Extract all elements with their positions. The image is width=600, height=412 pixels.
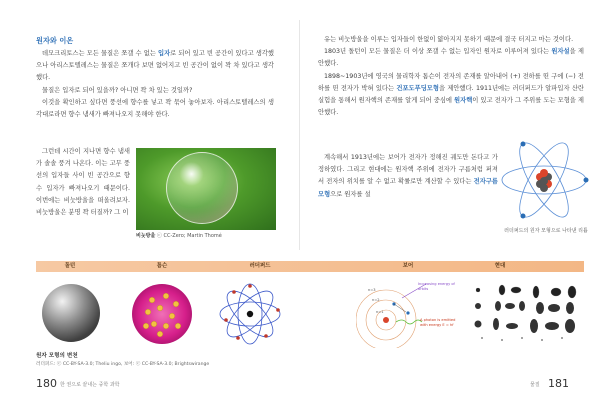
rutherford-model <box>216 280 284 348</box>
body-paragraph: 계속해서 1913년에는 보어가 전자가 정해진 궤도만 돈다고 가정하였다. 그리고 현대에는 원자핵 주위에 전자가 구름처럼 퍼져서 전자의 위치를 알 수 없고 확률로만 계산할 수 있다는 전자구름 모형으로 원자를 설 <box>318 154 498 198</box>
highlighted-term: 원자설 <box>551 48 570 56</box>
right-body-column <box>318 152 498 201</box>
rutherford-lithium-diagram <box>496 132 592 228</box>
body-paragraph: 1803년 돌턴이 모든 물질은 더 이상 쪼갤 수 없는 입자인 원자로 이루어져 있다는 원자설을 제안했다. <box>318 48 584 68</box>
body-paragraph: 유는 비눗방울을 이루는 입자들이 한없이 얇아지지 못하기 때문에 결국 터지고 마는 것이다. <box>324 36 574 43</box>
photo-caption-label: 비눗방울 <box>136 233 156 239</box>
photo-caption-credit: ⓒ CC-Zero; Martin Thomé <box>156 233 222 239</box>
section-title: 원자와 이온 <box>36 36 74 45</box>
timeline-label-rutherford: 러더퍼드 <box>249 263 271 269</box>
highlighted-term: 전자구름 모형 <box>318 178 498 198</box>
footer-chapter: 물질 <box>530 382 540 388</box>
highlighted-term: 입자 <box>158 50 171 57</box>
left-body-column <box>36 146 130 219</box>
bohr-level-label: n=3 <box>368 288 376 292</box>
body-paragraph: 1898~1903년에 영국의 물리학자 톰슨이 전자의 존재를 알아내어 (+) 전하를 띤 구에 (−) 전하를 띤 전자가 박혀 있다는 건포도푸딩모형을 제안했다. 1911년에는 러더퍼드가 알파입자 산란실험을 통해서 원자핵의 존재를 알게 되어 중심에 원자핵이 있고 전자가 그 주위를 도는 모형을 제안했다. <box>318 72 584 117</box>
bohr-level-label: n=2 <box>372 298 380 302</box>
timeline-label-thomson: 톰슨 <box>156 263 168 269</box>
right-page <box>300 0 600 412</box>
bohr-level-label: n=1 <box>376 310 384 314</box>
page-number-right: 181 <box>548 377 569 390</box>
bohr-annotation-photon: A photon is emitted with energy E = hf <box>420 318 456 327</box>
timeline-label-dalton: 돌턴 <box>64 263 76 269</box>
body-paragraph: 이것을 확인하고 싶다면 풍선에 향수를 넣고 꽉 묶어 놓아보자. 아리스토텔레스의 생각대로라면 향수 냄새가 빠져나오지 못해야 한다. <box>36 98 274 119</box>
page-number-left: 180 <box>36 377 57 390</box>
bohr-annotation-energy: Increasing energy of orbits <box>418 282 455 291</box>
diagram-caption: 러더퍼드의 원자 모형으로 나타낸 리튬 <box>504 228 588 234</box>
soap-bubble-photo <box>136 148 276 230</box>
highlighted-term: 원자핵 <box>454 97 473 105</box>
highlighted-term: 건포도푸딩모형 <box>396 84 439 92</box>
modern-electron-cloud-model <box>462 282 586 346</box>
models-caption-title: 원자 모형의 변천 <box>36 353 78 359</box>
body-paragraph: 물질은 입자로 되어 있을까? 아니면 꽉 차 있는 것일까? <box>42 86 193 94</box>
left-body-paragraph: 그런데 시간이 지나면 향수 냄새가 솔솔 풍겨 나온다. 이는 고무 풍선의 입자들 사이 빈 공간으로 향수 입자가 빠져나오기 때문이다. 이번에는 비눗방울을 떠올려보자. 비눗방울은 분명 꽉 터질까? 그 이 <box>36 148 130 217</box>
thomson-model <box>130 282 194 346</box>
photo-caption <box>136 232 222 239</box>
timeline-label-modern: 현대 <box>494 263 506 269</box>
nucleus <box>536 169 552 192</box>
models-caption-credit: 러더퍼드: ⓒ CC-BY-SA-3.0; Theliu ingo, 보어: ⓒ CC-BY-SA-3.0; Brightswirange <box>36 362 210 367</box>
soap-bubble <box>166 152 238 224</box>
timeline-label-bohr: 보어 <box>402 263 414 269</box>
footer-book-title: 한 권으로 끝내는 중학 과학 <box>60 382 120 388</box>
body-paragraph: 데모크리토스는 모든 물질은 쪼갤 수 없는 입자로 되어 있고 빈 공간이 있다고 생각했으나 아리스토텔레스는 물질은 쪼개다 보면 없어지고 빈 공간이 없이 꽉 차 있다고 생각했다. <box>36 50 274 82</box>
dalton-model <box>40 282 102 344</box>
left-body-top <box>36 48 274 121</box>
electrons <box>521 142 589 219</box>
right-body-top <box>318 34 584 119</box>
